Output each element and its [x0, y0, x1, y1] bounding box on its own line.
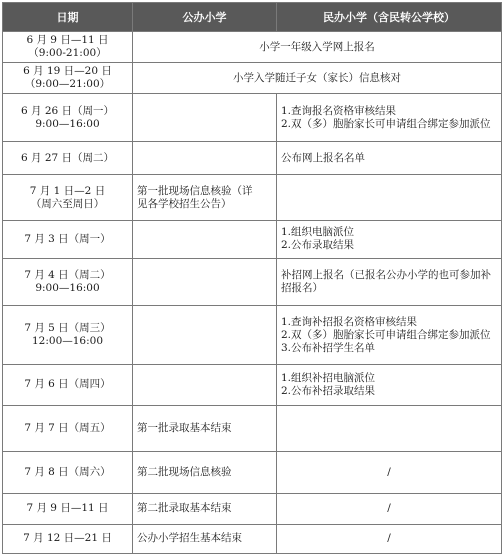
private-line: 1.查询报名资格审核结果 — [281, 104, 397, 117]
private-cell — [277, 524, 502, 553]
public-line: 第一批现场信息核验（详 — [137, 184, 253, 197]
table-row — [3, 175, 502, 221]
public-cell — [133, 524, 277, 553]
private-line: / — [387, 532, 391, 545]
private-cell — [277, 175, 502, 221]
date-line: 7 月 8 日（周六） — [24, 465, 111, 478]
private-line: 1.查询补招报名资格审核结果 — [281, 315, 418, 328]
table-row — [3, 221, 502, 258]
date-cell — [3, 258, 133, 306]
public-cell — [133, 94, 277, 142]
date-cell — [3, 364, 133, 406]
table-row — [3, 406, 502, 452]
date-line: 7 月 5 日（周三） — [24, 322, 111, 335]
date-line: 7 月 4 日（周二） — [24, 269, 111, 282]
public-line: 第一批录取基本结束 — [137, 422, 232, 435]
table-row — [3, 142, 502, 175]
date-line: 6 月 19 日—20 日 — [23, 65, 112, 78]
table-row — [3, 524, 502, 553]
date-line: 6 月 27 日（周二） — [20, 151, 115, 164]
private-line: / — [387, 502, 391, 515]
date-cell — [3, 63, 133, 94]
header-public: 公办小学 — [133, 3, 277, 32]
date-line: 6 月 26 日（周一） — [20, 104, 115, 117]
date-line: （9:00-21:00） — [28, 47, 107, 60]
private-line: 补招网上报名（已报名公办小学的也可参加补招报名） — [281, 269, 491, 295]
private-cell — [277, 94, 502, 142]
public-line: 见各学校招生公告） — [137, 197, 232, 210]
table-row — [3, 32, 502, 63]
date-cell — [3, 306, 133, 364]
private-cell — [277, 406, 502, 452]
private-line: / — [387, 465, 391, 478]
private-line: 2.双（多）胞胎家长可申请组合绑定参加派位 — [281, 117, 491, 130]
private-line: 2.双（多）胞胎家长可申请组合绑定参加派位 — [281, 328, 491, 341]
date-cell — [3, 32, 133, 63]
private-line: 2.公布补招录取结果 — [281, 384, 376, 397]
table-row — [3, 364, 502, 406]
private-cell — [277, 142, 502, 175]
table-row — [3, 306, 502, 364]
date-cell — [3, 406, 133, 452]
enrollment-schedule-table — [2, 2, 502, 554]
date-line: （9:00—21:00） — [24, 78, 111, 91]
table-row — [3, 94, 502, 142]
public-line: 第二批录取基本结束 — [137, 502, 232, 515]
private-line: 1.组织电脑派位 — [281, 226, 355, 239]
date-cell — [3, 142, 133, 175]
private-cell — [277, 452, 502, 494]
date-cell — [3, 175, 133, 221]
date-line: 7 月 1 日—2 日 — [29, 184, 106, 197]
table-row — [3, 258, 502, 306]
public-line: 第二批现场信息核验 — [137, 465, 232, 478]
private-cell — [277, 364, 502, 406]
private-cell — [277, 306, 502, 364]
merged-cell: 小学一年级入学网上报名 — [133, 32, 502, 63]
public-cell — [133, 452, 277, 494]
public-cell — [133, 493, 277, 524]
public-cell — [133, 221, 277, 258]
date-line: 12:00—16:00 — [31, 335, 104, 348]
header-private: 民办小学（含民转公学校） — [277, 3, 502, 32]
header-date: 日期 — [3, 3, 133, 32]
table-row — [3, 493, 502, 524]
private-line: 2.公布录取结果 — [281, 239, 355, 252]
date-line: （周六至周日） — [30, 197, 105, 210]
date-line: 7 月 12 日—21 日 — [23, 532, 112, 545]
public-cell — [133, 142, 277, 175]
table-header-row — [3, 3, 502, 32]
date-line: 7 月 9 日—11 日 — [26, 502, 109, 515]
public-cell — [133, 175, 277, 221]
date-cell — [3, 493, 133, 524]
private-cell — [277, 221, 502, 258]
public-cell — [133, 364, 277, 406]
date-line: 6 月 9 日—11 日 — [26, 34, 109, 47]
table-row — [3, 63, 502, 94]
date-cell — [3, 94, 133, 142]
date-line: 7 月 6 日（周四） — [24, 378, 111, 391]
date-line: 7 月 3 日（周一） — [24, 232, 111, 245]
public-cell — [133, 258, 277, 306]
private-line: 公布网上报名名单 — [281, 151, 365, 164]
public-cell — [133, 306, 277, 364]
date-cell — [3, 221, 133, 258]
date-line: 9:00—16:00 — [35, 282, 100, 295]
public-line: 公办小学招生基本结束 — [137, 532, 242, 545]
public-cell — [133, 406, 277, 452]
date-line: 7 月 7 日（周五） — [24, 422, 111, 435]
private-cell — [277, 258, 502, 306]
date-cell — [3, 524, 133, 553]
date-cell — [3, 452, 133, 494]
private-line: 1.组织补招电脑派位 — [281, 371, 376, 384]
date-line: 9:00—16:00 — [35, 117, 100, 130]
private-cell — [277, 493, 502, 524]
private-line: 3.公布补招学生名单 — [281, 341, 376, 354]
table-row — [3, 452, 502, 494]
merged-cell: 小学入学随迁子女（家长）信息核对 — [133, 63, 502, 94]
